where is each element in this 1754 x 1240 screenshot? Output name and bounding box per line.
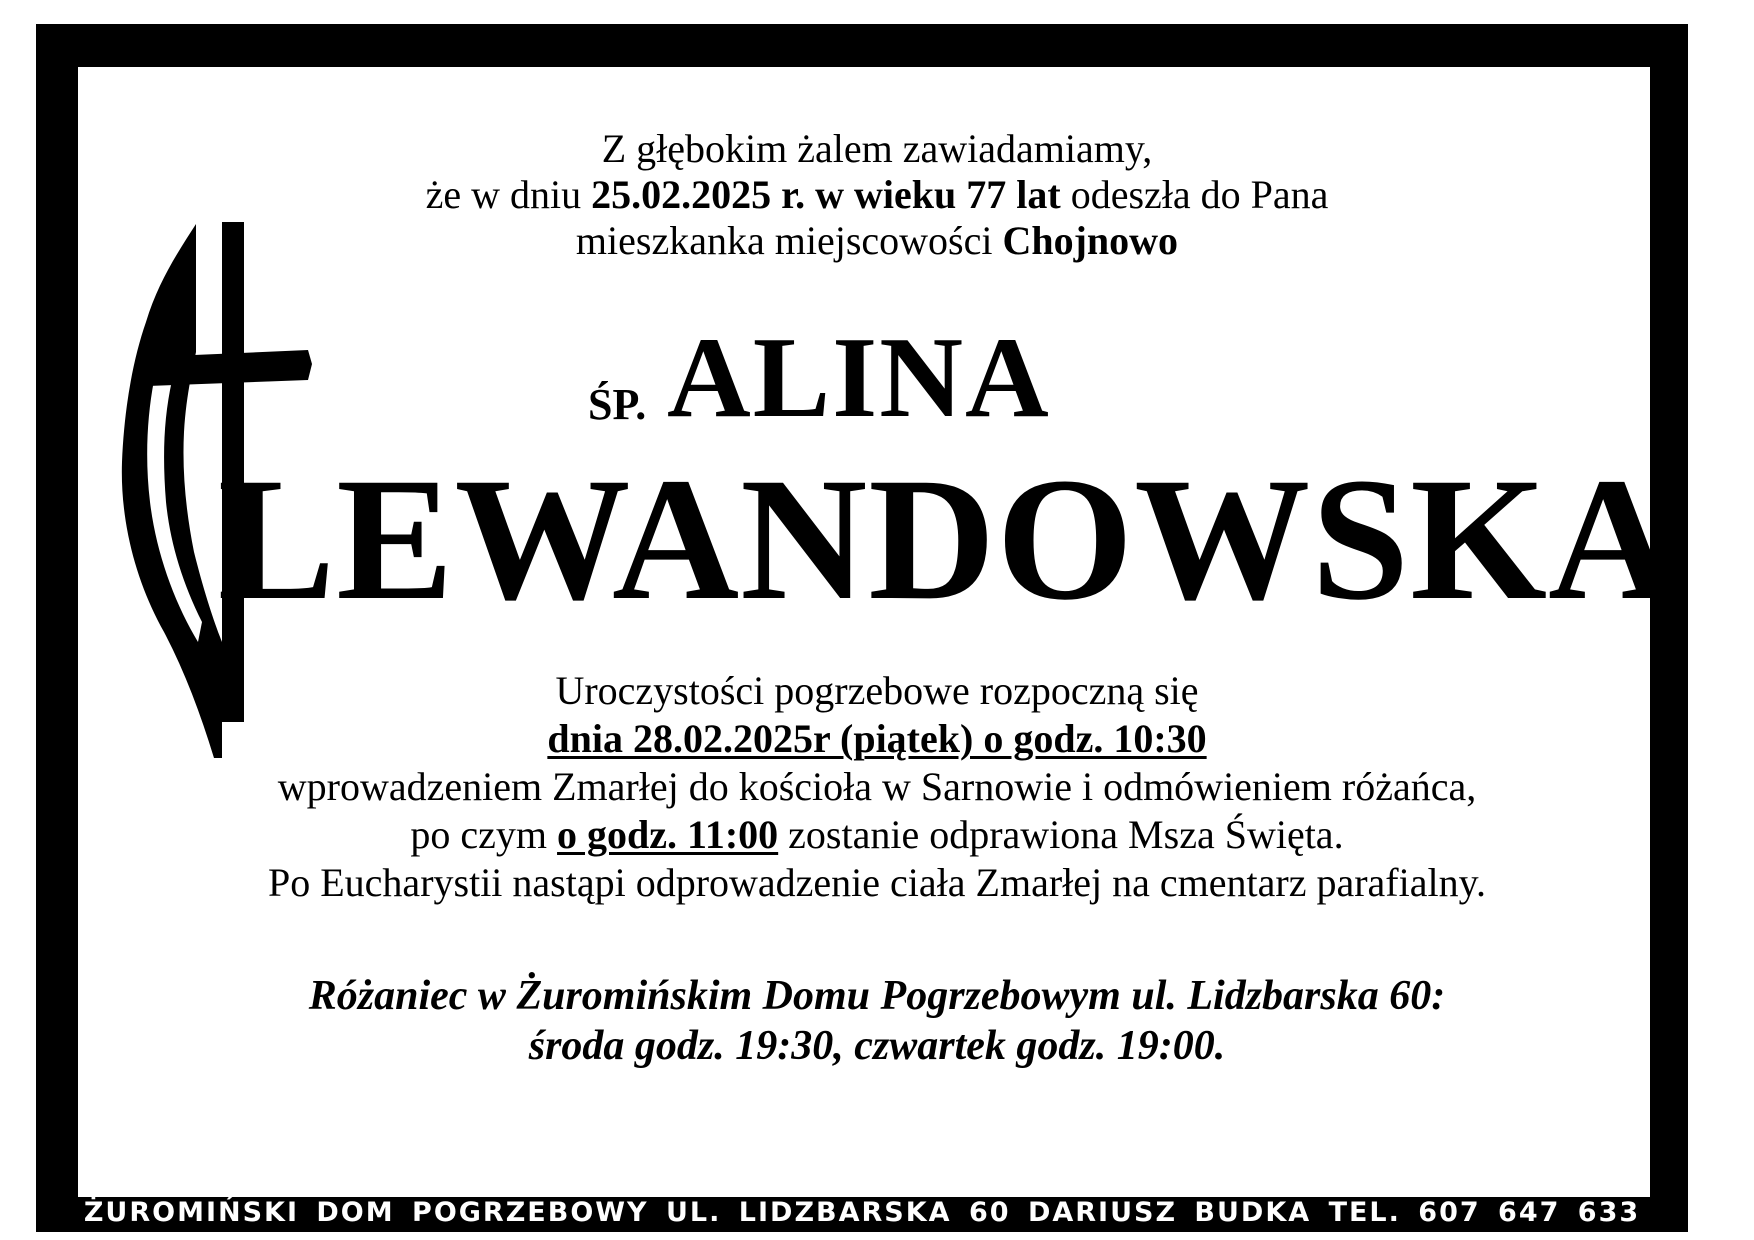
- intro-line-3: mieszkanka miejscowości Chojnowo: [575, 218, 1179, 263]
- funeral-home-footer: ŻUROMIŃSKI DOM POGRZEBOWY UL. LIDZBARSKA 60 DARIUSZ BUDKA TEL. 607 647 633: [83, 1197, 1641, 1228]
- rosary-line-2: środa godz. 19:30, czwartek godz. 19:00.: [528, 1023, 1226, 1069]
- ceremony-date-time: dnia 28.02.2025r (piątek) o godz. 10:30: [547, 716, 1207, 761]
- deceased-first-name: ALINA: [667, 314, 1051, 442]
- ceremony-line-1: Uroczystości pogrzebowe rozpoczną się: [555, 668, 1199, 713]
- deceased-surname: LEWANDOWSKA: [217, 442, 1677, 637]
- rosary-line-1: Różaniec w Żuromińskim Domu Pogrzebowym ul. Lidzbarska 60:: [308, 973, 1446, 1019]
- ceremony-line-5: Po Eucharystii nastąpi odprowadzenie ciała Zmarłej na cmentarz parafialny.: [268, 860, 1486, 905]
- ceremony-line-2: [0, 716, 1754, 762]
- intro-line-1: Z głębokim żalem zawiadamiamy,: [601, 126, 1153, 171]
- village-name: Chojnowo: [1002, 218, 1179, 263]
- intro-line-2: że w dniu 25.02.2025 r. w wieku 77 lat odeszła do Pana: [425, 172, 1329, 217]
- death-date-age: 25.02.2025 r. w wieku 77 lat: [591, 172, 1061, 217]
- mass-time: o godz. 11:00: [557, 812, 779, 857]
- ceremony-line-4: po czym o godz. 11:00 zostanie odprawiona Msza Święta.: [410, 812, 1344, 857]
- ceremony-line-3: wprowadzeniem Zmarłej do kościoła w Sarnowie i odmówieniem różańca,: [277, 764, 1477, 809]
- name-prefix: ŚP.: [588, 380, 647, 429]
